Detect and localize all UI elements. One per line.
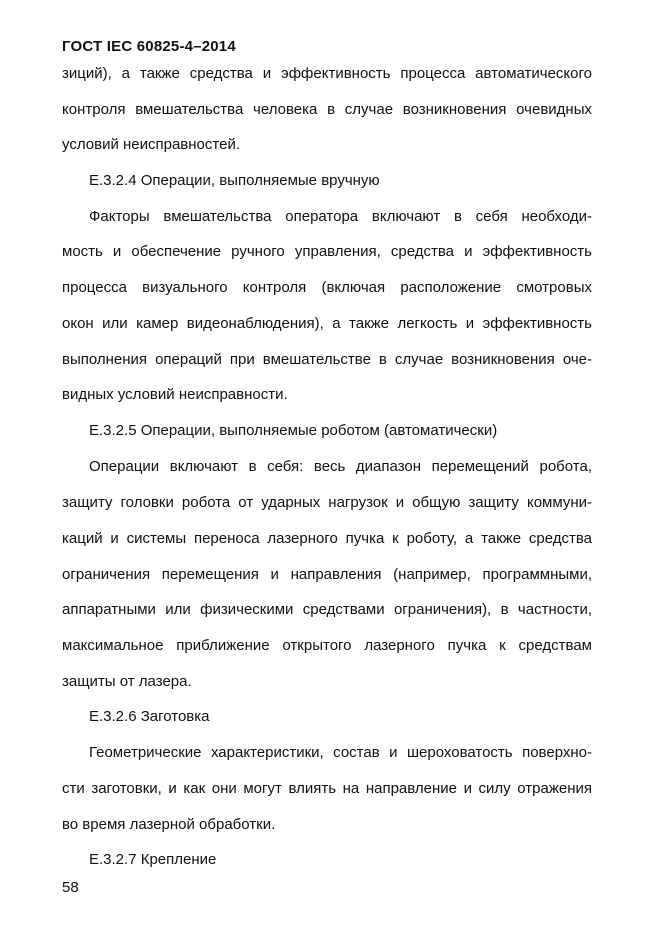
- text-line: защиту головки робота от ударных нагрузок и общую защиту коммуни-: [62, 494, 592, 511]
- text-line: Факторы вмешательства оператора включают в себя необходи-: [89, 208, 592, 225]
- text-line: максимальное приближение открытого лазерного пучка к средствам: [62, 637, 592, 654]
- text-line: мость и обеспечение ручного управления, средства и эффективность: [62, 243, 592, 260]
- text-line: видных условий неисправности.: [62, 386, 288, 403]
- document-header-title: ГОСТ IEC 60825-4–2014: [62, 38, 236, 55]
- page-number: 58: [62, 879, 79, 896]
- text-line: выполнения операций при вмешательстве в случае возникновения оче-: [62, 351, 592, 368]
- text-line: условий неисправностей.: [62, 136, 240, 153]
- text-line: контроля вмешательства человека в случае возникновения очевидных: [62, 101, 592, 118]
- text-line: ограничения перемещения и направления (например, программными,: [62, 566, 592, 583]
- section-heading-e3-2-6: Е.3.2.6 Заготовка: [89, 708, 210, 725]
- text-line: Операции включают в себя: весь диапазон перемещений робота,: [89, 458, 592, 475]
- text-line: каций и системы переноса лазерного пучка к роботу, а также средства: [62, 530, 592, 547]
- text-line: сти заготовки, и как они могут влиять на направление и силу отражения: [62, 780, 592, 797]
- section-heading-e3-2-5: Е.3.2.5 Операции, выполняемые роботом (автоматически): [89, 422, 498, 439]
- text-line: во время лазерной обработки.: [62, 816, 276, 833]
- text-line: Геометрические характеристики, состав и шероховатость поверхно-: [89, 744, 592, 761]
- text-line: окон или камер видеонаблюдения), а также легкость и эффективность: [62, 315, 592, 332]
- text-line: процесса визуального контроля (включая расположение смотровых: [62, 279, 592, 296]
- text-line: аппаратными или физическими средствами ограничения), в частности,: [62, 601, 592, 618]
- text-line: защиты от лазера.: [62, 673, 192, 690]
- section-heading-e3-2-4: Е.3.2.4 Операции, выполняемые вручную: [89, 172, 380, 189]
- text-line: зиций), а также средства и эффективность процесса автоматического: [62, 65, 592, 82]
- section-heading-e3-2-7: Е.3.2.7 Крепление: [89, 851, 217, 868]
